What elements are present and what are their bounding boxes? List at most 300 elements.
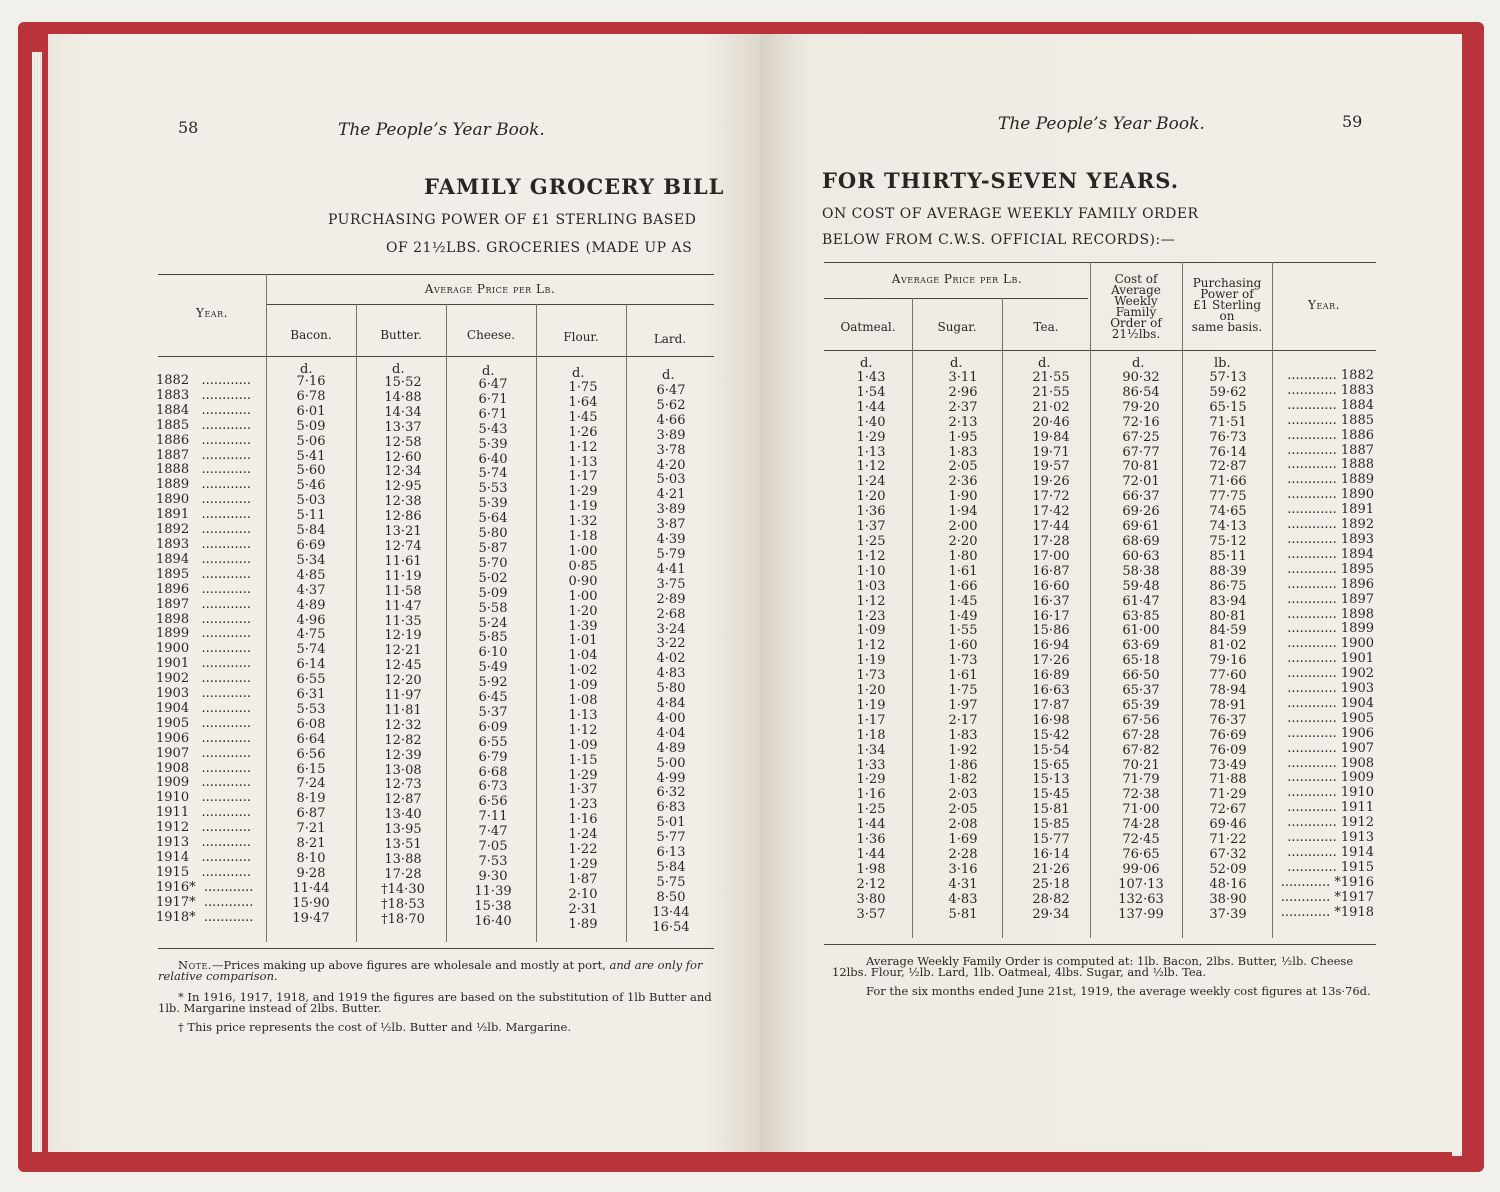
header-bacon: Bacon. <box>290 328 332 342</box>
flour-cell: 1·75 <box>568 380 598 395</box>
header-tea: Tea. <box>1033 320 1059 334</box>
unit-flour: d. <box>572 366 585 381</box>
cost-cell: 132·63 <box>1118 891 1164 907</box>
sugar-cell: 1·80 <box>948 548 978 564</box>
cost-cell: 76·65 <box>1122 847 1160 862</box>
year-cell: ............ 1908 <box>1287 755 1374 771</box>
tea-cell: 19·71 <box>1032 444 1070 460</box>
lard-cell: 3·87 <box>656 517 686 533</box>
year-cell: 1886 ............ <box>156 432 252 448</box>
year-cell: 1916* ............ <box>156 879 254 895</box>
tea-cell: 15·45 <box>1032 787 1070 803</box>
flour-cell: 1·09 <box>568 678 598 694</box>
header-power-line: on <box>1219 309 1235 323</box>
note-prices: Note.—Prices making up above figures are wholesale and mostly at port, and are only for relative comparison. <box>158 958 703 983</box>
butter-cell: 12·58 <box>384 434 422 450</box>
purchasing-power-cell: 88·39 <box>1209 563 1247 579</box>
year-cell: ............ 1904 <box>1287 695 1374 711</box>
sugar-cell: 1·61 <box>948 668 978 684</box>
cost-cell: 90·32 <box>1122 370 1160 385</box>
bacon-cell: 5·74 <box>296 642 326 658</box>
cost-cell: 67·56 <box>1122 712 1160 728</box>
tea-cell: 17·44 <box>1032 519 1070 535</box>
year-cell: ............ 1888 <box>1287 457 1374 473</box>
cost-cell: 60·63 <box>1122 548 1160 564</box>
butter-cell: 12·74 <box>384 538 422 554</box>
tea-cell: 21·55 <box>1032 384 1070 400</box>
tea-cell: 17·28 <box>1032 533 1070 549</box>
year-cell: ............ 1891 <box>1287 502 1374 518</box>
sugar-cell: 2·00 <box>948 519 978 535</box>
purchasing-power-cell: 71·66 <box>1209 474 1247 490</box>
sugar-cell: 3·16 <box>948 861 978 877</box>
bacon-cell: 8·19 <box>296 791 326 807</box>
butter-cell: 13·21 <box>384 524 422 540</box>
lard-cell: 5·84 <box>656 860 686 875</box>
flour-cell: 1·09 <box>568 737 598 753</box>
purchasing-power-cell: 76·69 <box>1209 727 1247 743</box>
sugar-cell: 1·66 <box>948 578 978 594</box>
sugar-cell: 1·55 <box>948 623 978 639</box>
bacon-cell: 9·28 <box>296 865 326 881</box>
cost-cell: 72·38 <box>1122 787 1160 803</box>
purchasing-power-cell: 65·15 <box>1209 399 1247 415</box>
lard-cell: 3·22 <box>656 636 686 652</box>
purchasing-power-cell: 37·39 <box>1209 906 1247 922</box>
flour-cell: 1·39 <box>568 618 598 634</box>
tea-column <box>1012 371 1090 923</box>
tea-cell: 15·85 <box>1032 817 1070 833</box>
butter-cell: 11·97 <box>384 688 422 704</box>
sugar-cell: 4·83 <box>948 891 978 907</box>
oatmeal-cell: 1·19 <box>856 653 886 669</box>
tea-cell: 17·72 <box>1032 489 1070 505</box>
lard-cell: 5·62 <box>656 397 686 413</box>
group-rule <box>266 304 714 305</box>
tea-cell: 20·46 <box>1032 414 1070 430</box>
page-number: 58 <box>178 118 199 137</box>
lard-cell: 3·89 <box>656 502 686 518</box>
lard-cell: 2·89 <box>656 591 686 607</box>
tea-cell: 17·00 <box>1032 548 1070 564</box>
flour-cell: 1·16 <box>568 812 598 828</box>
lard-cell: 4·66 <box>656 412 686 428</box>
cheese-cell: 6·47 <box>478 377 508 392</box>
year-cell: 1883 ............ <box>156 387 252 403</box>
purchasing-power-cell: 81·02 <box>1209 638 1247 654</box>
bacon-cell: 5·41 <box>296 448 326 464</box>
header-cost-line: Family <box>1115 305 1157 319</box>
oatmeal-cell: 1·10 <box>856 563 886 579</box>
year-cell: 1887 ............ <box>156 447 252 463</box>
cheese-cell: 5·09 <box>478 585 508 601</box>
year-cell: 1915 ............ <box>156 864 252 880</box>
year-cell: ............ 1896 <box>1287 576 1374 592</box>
oatmeal-cell: 1·09 <box>856 623 886 639</box>
cheese-cell: 6·40 <box>478 451 508 467</box>
sugar-cell: 2·17 <box>948 712 978 728</box>
purchasing-power-cell: 71·51 <box>1209 414 1247 430</box>
oatmeal-cell: 1·12 <box>856 638 886 654</box>
sugar-cell: 2·28 <box>948 847 978 862</box>
tea-cell: 16·94 <box>1032 638 1070 654</box>
lard-cell: 16·54 <box>652 919 690 935</box>
page-number: 59 <box>1342 112 1363 131</box>
tea-cell: 16·87 <box>1032 563 1070 579</box>
cost-cell: 72·16 <box>1122 414 1160 430</box>
year-cell: ............ 1884 <box>1287 397 1374 413</box>
purchasing-power-cell: 71·88 <box>1209 772 1247 788</box>
oatmeal-cell: 1·34 <box>856 742 886 758</box>
year-cell: 1913 ............ <box>156 835 252 851</box>
bacon-cell: 7·16 <box>296 374 326 389</box>
year-cell: ............ 1900 <box>1287 636 1374 652</box>
flour-cell: 0·90 <box>568 573 598 589</box>
cheese-cell: 5·85 <box>478 630 508 646</box>
butter-cell: 11·58 <box>384 583 422 599</box>
cheese-cell: 5·64 <box>478 511 508 527</box>
purchasing-power-cell: 80·81 <box>1209 608 1247 624</box>
tea-cell: 16·17 <box>1032 608 1070 624</box>
header-cheese: Cheese. <box>466 328 516 342</box>
cheese-cell: 6·55 <box>478 734 508 750</box>
purchasing-power-cell: 74·13 <box>1209 519 1247 535</box>
butter-cell: 14·34 <box>384 404 422 420</box>
sugar-cell: 2·13 <box>948 414 978 430</box>
cheese-cell: 5·39 <box>478 496 508 512</box>
bacon-cell: 5·53 <box>296 701 326 717</box>
year-cell: ............ 1906 <box>1287 725 1374 741</box>
note-six-months: For the six months ended June 21st, 1919, the average weekly cost figures at 13s·76d. <box>866 984 1371 998</box>
purchasing-power-cell: 76·09 <box>1209 742 1247 758</box>
tea-cell: 21·02 <box>1032 399 1070 415</box>
bacon-cell: 6·08 <box>296 716 326 732</box>
purchasing-power-cell: 76·37 <box>1209 712 1247 728</box>
butter-cell: 11·19 <box>384 568 422 584</box>
year-cell: ............ 1903 <box>1287 681 1374 697</box>
flour-cell: 1·29 <box>568 767 598 783</box>
bacon-cell: 6·31 <box>296 687 326 703</box>
unit-lard: d. <box>662 368 675 383</box>
year-cell: ............ *1916 <box>1280 874 1374 890</box>
unit-cost: d. <box>1132 356 1145 371</box>
tea-cell: 19·26 <box>1032 474 1070 490</box>
flour-cell: 1·64 <box>568 394 598 410</box>
cheese-cell: 6·68 <box>478 764 508 780</box>
oatmeal-cell: 1·44 <box>856 399 886 415</box>
butter-cell: 14·88 <box>384 389 422 405</box>
tea-cell: 16·89 <box>1032 668 1070 684</box>
sugar-cell: 2·20 <box>948 533 978 549</box>
tea-cell: 21·55 <box>1032 370 1070 385</box>
header-average-price: Average Price per Lb. <box>891 272 1023 286</box>
oatmeal-cell: 1·25 <box>856 533 886 549</box>
oatmeal-cell: 1·20 <box>856 683 886 699</box>
oatmeal-cell: 1·13 <box>856 444 886 460</box>
header-bottom-rule <box>824 350 1376 351</box>
cheese-cell: 6·79 <box>478 749 508 765</box>
sugar-cell: 1·69 <box>948 832 978 848</box>
flour-cell: 1·22 <box>568 842 598 858</box>
cheese-cell: 7·05 <box>478 839 508 855</box>
butter-cell: 11·47 <box>384 598 422 614</box>
bacon-cell: 6·15 <box>296 761 326 777</box>
page-edges-left <box>32 52 42 1152</box>
note-dagger: † This price represents the cost of ½lb. Butter and ½lb. Margarine. <box>178 1020 572 1034</box>
cost-cell: 63·85 <box>1122 608 1160 624</box>
year-cell: ............ 1894 <box>1287 546 1374 562</box>
tea-cell: 15·65 <box>1032 757 1070 773</box>
header-butter: Butter. <box>380 328 422 342</box>
purchasing-power-cell: 48·16 <box>1209 876 1247 892</box>
butter-cell: 13·40 <box>384 807 422 823</box>
cost-cell: 137·99 <box>1118 906 1164 922</box>
flour-cell: 1·37 <box>568 782 598 798</box>
cheese-cell: 11·39 <box>474 883 512 899</box>
sugar-cell: 2·05 <box>948 802 978 818</box>
butter-cell: 12·20 <box>384 673 422 689</box>
lard-cell: 13·44 <box>652 904 690 920</box>
left-page <box>48 34 764 1152</box>
header-power-line: Purchasing <box>1192 276 1262 290</box>
bacon-cell: 6·01 <box>296 403 326 419</box>
oatmeal-cell: 1·12 <box>856 459 886 475</box>
purchasing-power-cell: 85·11 <box>1209 548 1247 564</box>
cost-cell: 79·20 <box>1122 399 1160 415</box>
butter-cell: 11·61 <box>384 553 422 569</box>
cost-cell: 67·77 <box>1122 444 1160 460</box>
year-cell: ............ 1882 <box>1287 368 1374 383</box>
butter-cell: 17·28 <box>384 866 422 882</box>
tea-cell: 15·54 <box>1032 742 1070 758</box>
year-cell: ............ 1895 <box>1287 561 1374 577</box>
header-purchasing-power <box>1182 278 1272 333</box>
table-top-rule <box>158 274 714 275</box>
bacon-cell: 6·56 <box>296 746 326 762</box>
cost-cell: 69·26 <box>1122 504 1160 520</box>
cheese-cell: 6·71 <box>478 406 508 422</box>
lard-cell: 3·89 <box>656 427 686 443</box>
tea-cell: 16·63 <box>1032 683 1070 699</box>
lard-cell: 5·00 <box>656 755 686 771</box>
lard-cell: 6·83 <box>656 800 686 816</box>
butter-cell: †18·53 <box>381 896 425 912</box>
oatmeal-cell: 1·20 <box>856 489 886 505</box>
purchasing-power-cell: 84·59 <box>1209 623 1247 639</box>
lard-cell: 3·24 <box>656 621 686 637</box>
cost-cell: 69·61 <box>1122 519 1160 535</box>
tea-cell: 25·18 <box>1032 876 1070 892</box>
purchasing-power-cell: 59·62 <box>1209 384 1247 400</box>
flour-cell: 1·02 <box>568 663 598 679</box>
note-substitution: * In 1916, 1917, 1918, and 1919 the figures are based on the substitution of 1lb Butter and 1lb. Margarine instead of 2lbs. Butter. <box>158 990 712 1015</box>
unit-sugar: d. <box>950 356 963 371</box>
header-cost-line: Order of <box>1110 316 1162 330</box>
lard-column <box>632 384 710 936</box>
unit-oatmeal: d. <box>860 356 873 371</box>
sugar-cell: 1·97 <box>948 697 978 713</box>
header-bottom-rule <box>158 356 714 357</box>
subtitle-line-1: ON COST OF AVERAGE WEEKLY FAMILY ORDER <box>822 206 1199 222</box>
cheese-cell: 5·24 <box>478 615 508 631</box>
bacon-cell: 6·64 <box>296 731 326 747</box>
butter-cell: 12·73 <box>384 777 422 793</box>
tea-cell: 17·26 <box>1032 653 1070 669</box>
bacon-cell: 6·69 <box>296 537 326 553</box>
bacon-cell: 5·46 <box>296 478 326 494</box>
cheese-cell: 5·37 <box>478 704 508 720</box>
butter-cell: 11·81 <box>384 702 422 718</box>
lard-cell: 4·00 <box>656 710 686 726</box>
cheese-cell: 5·74 <box>478 466 508 482</box>
year-cell: ............ 1907 <box>1287 740 1374 756</box>
sugar-cell: 1·60 <box>948 638 978 654</box>
sugar-cell: 1·45 <box>948 593 978 609</box>
cheese-cell: 6·73 <box>478 779 508 795</box>
oatmeal-cell: 1·24 <box>856 474 886 490</box>
flour-cell: 1·19 <box>568 499 598 515</box>
sugar-cell: 2·08 <box>948 817 978 833</box>
butter-cell: 12·21 <box>384 643 422 659</box>
cost-cell: 59·48 <box>1122 578 1160 594</box>
bacon-cell: 8·21 <box>296 836 326 852</box>
butter-cell: 12·19 <box>384 628 422 644</box>
sugar-cell: 5·81 <box>948 906 978 922</box>
flour-cell: 1·89 <box>568 916 598 932</box>
purchasing-power-cell: 71·29 <box>1209 787 1247 803</box>
sugar-cell: 1·82 <box>948 772 978 788</box>
purchasing-power-cell: 72·87 <box>1209 459 1247 475</box>
year-cell: ............ 1912 <box>1287 815 1374 831</box>
table-bottom-rule <box>824 944 1376 945</box>
year-cell: 1902 ............ <box>156 671 252 687</box>
purchasing-power-cell: 73·49 <box>1209 757 1247 773</box>
purchasing-power-cell: 52·09 <box>1209 861 1247 877</box>
header-power-line: £1 Sterling <box>1192 298 1262 312</box>
purchasing-power-cell: 78·91 <box>1209 697 1247 713</box>
bacon-cell: 4·96 <box>296 612 326 628</box>
sugar-cell: 1·75 <box>948 683 978 699</box>
header-cost-line: Weekly <box>1114 294 1158 308</box>
oatmeal-cell: 1·43 <box>856 370 886 385</box>
year-cell: ............ 1913 <box>1287 830 1374 846</box>
oatmeal-cell: 1·18 <box>856 727 886 743</box>
year-cell: ............ 1887 <box>1287 442 1374 458</box>
year-cell: ............ *1918 <box>1280 904 1374 920</box>
butter-cell: 11·35 <box>384 613 422 629</box>
lard-cell: 6·32 <box>656 785 686 801</box>
flour-cell: 0·85 <box>568 558 598 574</box>
cost-cell: 63·69 <box>1122 638 1160 654</box>
sugar-cell: 1·90 <box>948 489 978 505</box>
butter-cell: †18·70 <box>381 911 425 927</box>
year-cell: 1910 ............ <box>156 790 252 806</box>
year-cell: 1905 ............ <box>156 715 252 731</box>
bacon-cell: 5·03 <box>296 493 326 509</box>
lard-cell: 5·01 <box>656 815 686 831</box>
butter-cell: 13·95 <box>384 822 422 838</box>
cost-column <box>1102 371 1180 923</box>
cheese-column <box>454 378 532 930</box>
year-cell: 1912 ............ <box>156 820 252 836</box>
lard-cell: 4·39 <box>656 532 686 548</box>
year-cell: ............ 1898 <box>1287 606 1374 622</box>
year-cell: ............ 1905 <box>1287 710 1374 726</box>
table-bottom-rule <box>158 948 714 949</box>
year-cell: 1906 ............ <box>156 730 252 746</box>
header-lard: Lard. <box>653 332 687 346</box>
year-cell: 1888 ............ <box>156 462 252 478</box>
purchasing-power-cell: 67·32 <box>1209 847 1247 862</box>
purchasing-power-cell: 69·46 <box>1209 817 1247 833</box>
year-cell: ............ 1911 <box>1287 800 1374 816</box>
cost-cell: 71·00 <box>1122 802 1160 818</box>
year-cell: ............ 1893 <box>1287 531 1374 547</box>
cheese-cell: 5·49 <box>478 660 508 676</box>
year-cell: 1892 ............ <box>156 522 252 538</box>
flour-cell: 1·12 <box>568 722 598 738</box>
year-cell: ............ 1892 <box>1287 517 1374 533</box>
purchasing-power-cell: 79·16 <box>1209 653 1247 669</box>
lard-cell: 3·75 <box>656 576 686 592</box>
tea-cell: 16·98 <box>1032 712 1070 728</box>
cost-cell: 67·28 <box>1122 727 1160 743</box>
oatmeal-cell: 1·12 <box>856 548 886 564</box>
year-column <box>1274 369 1374 921</box>
flour-column <box>544 381 622 933</box>
year-cell: ............ 1910 <box>1287 785 1374 801</box>
cost-cell: 74·28 <box>1122 817 1160 833</box>
year-cell: 1918* ............ <box>156 909 254 925</box>
oatmeal-cell: 1·17 <box>856 712 886 728</box>
tea-cell: 15·13 <box>1032 772 1070 788</box>
bacon-cell: 6·87 <box>296 806 326 822</box>
cost-cell: 65·39 <box>1122 697 1160 713</box>
cheese-cell: 6·56 <box>478 794 508 810</box>
cheese-cell: 5·80 <box>478 526 508 542</box>
sugar-cell: 1·83 <box>948 727 978 743</box>
flour-cell: 1·15 <box>568 752 598 768</box>
lard-cell: 6·13 <box>656 845 686 861</box>
butter-column <box>364 376 442 928</box>
oatmeal-cell: 1·54 <box>856 384 886 400</box>
year-cell: 1891 ............ <box>156 507 252 523</box>
year-cell: 1917* ............ <box>156 894 254 910</box>
cost-cell: 86·54 <box>1122 384 1160 400</box>
year-column <box>156 374 264 926</box>
bacon-cell: 5·06 <box>296 433 326 449</box>
sugar-cell: 1·86 <box>948 757 978 773</box>
bacon-cell: 5·09 <box>296 418 326 434</box>
flour-cell: 1·12 <box>568 439 598 455</box>
flour-cell: 1·45 <box>568 409 598 425</box>
purchasing-power-cell: 78·94 <box>1209 683 1247 699</box>
year-cell: 1898 ............ <box>156 611 252 627</box>
oatmeal-cell: 1·03 <box>856 578 886 594</box>
lard-cell: 5·03 <box>656 472 686 488</box>
oatmeal-cell: 1·12 <box>856 593 886 609</box>
year-cell: 1884 ............ <box>156 402 252 418</box>
lard-cell: 4·21 <box>656 487 686 503</box>
flour-cell: 1·13 <box>568 707 598 723</box>
year-cell: 1896 ............ <box>156 581 252 597</box>
butter-cell: 12·39 <box>384 747 422 763</box>
cheese-cell: 5·39 <box>478 436 508 452</box>
header-cost <box>1090 274 1182 340</box>
bacon-cell: 19·47 <box>292 910 330 926</box>
unit-power: lb. <box>1214 356 1231 371</box>
year-cell: 1897 ............ <box>156 596 252 612</box>
